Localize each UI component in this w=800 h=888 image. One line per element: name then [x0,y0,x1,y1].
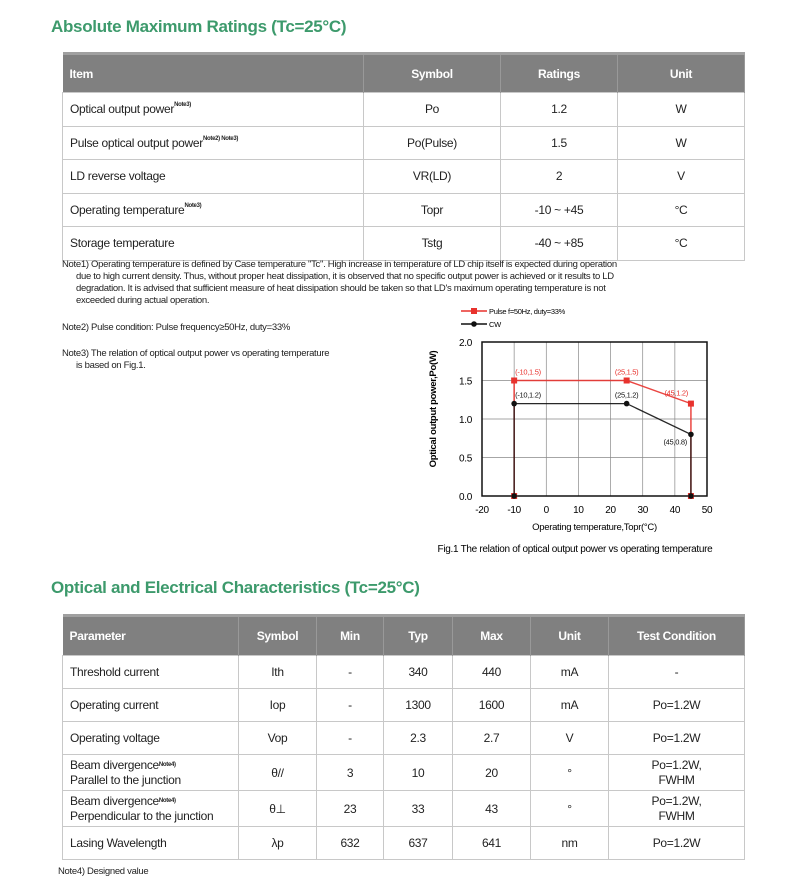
header-symbol: Symbol [239,616,317,656]
sym-cell: λp [239,827,317,860]
x-tick-label: 40 [669,505,681,516]
max-cell: 440 [453,656,531,689]
table-row [63,755,745,791]
data-point-cw [688,432,694,438]
header-unit: Unit [618,54,745,93]
x-tick-label: 20 [605,505,616,516]
item-label: Operating temperature [70,202,185,217]
data-label: (25,1.2) [614,390,639,400]
note-1-line: exceeded during actual operation. [76,295,210,306]
data-point-cw [688,493,694,499]
data-point-cw [511,493,517,499]
note-ref: Note4) [158,797,176,804]
sym-cell: Ith [239,656,317,689]
y-tick-label: 0.5 [458,453,472,465]
section-title-absolute-max: Absolute Maximum Ratings (Tc=25°C) [51,17,347,36]
header-typ: Typ [384,616,453,656]
condition-line: Po=1.2W [652,730,701,745]
header-min: Min [317,616,384,656]
header-max: Max [453,616,531,656]
min-cell: 632 [317,827,384,860]
data-label: (45,1.2) [664,388,688,398]
parameter-label: Lasing Wavelength [70,835,167,850]
table-row [63,827,745,860]
data-label: (25,1.5) [614,367,639,377]
unit-cell: W [618,93,745,127]
optical-electrical-table [62,614,745,860]
item-label: Storage temperature [70,236,175,251]
condition-line: Po=1.2W, [651,757,702,772]
x-tick-label: -10 [507,505,521,516]
note-3-line: Note3) The relation of optical output power vs operating temperature [62,348,330,359]
symbol-cell: Po [364,93,501,127]
legend-marker-cw [471,321,477,327]
note-1-line: degradation. It is advised that sufficient measure of heat dissipation should be taken so that LD's maximum operating temperature is not [76,283,606,294]
note-4: Note4) Designed value [58,866,149,877]
sym-cell: θ// [239,755,317,791]
typ-cell: 1300 [384,689,453,722]
typ-cell: 10 [384,755,453,791]
rating-cell: 2 [501,160,618,194]
condition-line: Po=1.2W [652,835,701,850]
max-cell: 641 [453,827,531,860]
table-row [63,791,745,827]
condition-cell [609,689,745,722]
y-tick-label: 1.5 [458,376,472,388]
max-cell: 20 [453,755,531,791]
data-label: (45,0.8) [663,437,687,447]
table-row [63,656,745,689]
parameter-label: Operating voltage [70,730,160,745]
parameter-cell [63,755,239,791]
parameter-cell [63,689,239,722]
note-3-line: is based on Fig.1. [76,360,146,371]
rating-cell: 1.2 [501,93,618,127]
legend-label: CW [489,320,501,329]
condition-cell [609,791,745,827]
min-cell: - [317,656,384,689]
note-ref: Note3) [184,202,202,209]
parameter-label: Operating current [70,697,159,712]
symbol-cell: Tstg [364,227,501,261]
note-1-line: due to high current density. Thus, without proper heat dissipation, it is observed that no specific output power is achieved or it results to LD [76,271,614,282]
header-ratings: Ratings [501,54,618,93]
unit-cell: V [618,160,745,194]
table-row [63,689,745,722]
condition-cell [609,755,745,791]
symbol-cell: Topr [364,193,501,227]
typ-cell: 33 [384,791,453,827]
x-tick-label: 30 [637,505,648,516]
rating-cell: -40 ~ +85 [501,227,618,261]
condition-line: FWHM [658,808,695,823]
max-cell: 2.7 [453,722,531,755]
unit-cell: °C [618,193,745,227]
sym-cell: Iop [239,689,317,722]
figure-caption: Fig.1 The relation of optical output power vs operating temperature [437,544,713,555]
parameter-sublabel: Parallel to the junction [70,772,181,787]
data-label: (-10,1.2) [515,390,541,400]
header-symbol: Symbol [364,54,501,93]
rating-cell: 1.5 [501,126,618,160]
symbol-cell: Po(Pulse) [364,126,501,160]
table-header [63,616,745,656]
parameter-cell [63,656,239,689]
min-cell: - [317,722,384,755]
unit-cell: nm [531,827,609,860]
typ-cell: 637 [384,827,453,860]
note-ref: Note2) Note3) [202,135,239,142]
data-point-pulse [688,401,694,407]
x-tick-label: -20 [475,505,489,516]
parameter-label: Threshold current [70,664,159,679]
series-line-1 [514,404,691,496]
condition-cell [609,656,745,689]
max-cell: 43 [453,791,531,827]
note-1-line: Note1) Operating temperature is defined by Case temperature "Tc". High increase in temperature of LD chip itself is expected during operation [62,259,617,270]
note-ref: Note3) [174,102,191,109]
section-title-optical-electrical: Optical and Electrical Characteristics (Tc=25°C) [51,578,420,597]
x-tick-label: 10 [573,505,584,516]
item-label: Optical output power [70,102,175,117]
note-ref: Note4) [158,761,176,768]
symbol-cell: VR(LD) [364,160,501,194]
parameter-cell [63,827,239,860]
min-cell: 3 [317,755,384,791]
unit-cell: mA [531,689,609,722]
x-tick-label: 0 [543,505,549,516]
y-tick-label: 2.0 [458,338,472,349]
item-label: LD reverse voltage [70,169,166,184]
parameter-sublabel: Perpendicular to the junction [70,808,214,823]
unit-cell: mA [531,656,609,689]
sym-cell: θ⊥ [239,791,317,827]
y-tick-label: 1.0 [458,415,472,426]
unit-cell: °C [618,227,745,261]
condition-line: Po=1.2W [652,697,701,712]
max-cell: 1600 [453,689,531,722]
typ-cell: 340 [384,656,453,689]
rating-cell: -10 ~ +45 [501,193,618,227]
unit-cell: ° [531,755,609,791]
x-tick-label: 50 [701,505,713,516]
y-tick-label: 0.0 [458,492,472,503]
unit-cell: W [618,126,745,160]
table-row [63,722,745,755]
typ-cell: 2.3 [384,722,453,755]
min-cell: 23 [317,791,384,827]
note-2: Note2) Pulse condition: Pulse frequency≥50Hz, duty=33% [62,322,290,333]
item-label: Pulse optical output power [70,135,203,150]
data-label: (-10,1.5) [515,367,541,377]
parameter-label: Beam divergence [70,757,159,772]
condition-cell [609,722,745,755]
parameter-cell [63,722,239,755]
data-point-cw [511,401,517,407]
header-test-condition: Test Condition [609,616,745,656]
condition-line: - [674,664,679,679]
data-point-pulse [624,378,630,384]
sym-cell: Vop [239,722,317,755]
header-unit: Unit [531,616,609,656]
unit-cell: ° [531,791,609,827]
y-axis-label: Optical output power,Po(W) [428,350,439,468]
condition-line: Po=1.2W, [651,793,702,808]
parameter-cell [63,791,239,827]
data-point-cw [624,401,630,407]
condition-cell [609,827,745,860]
legend-marker-pulse [471,308,477,314]
x-axis-label: Operating temperature,Topr(°C) [532,522,657,533]
parameter-label: Beam divergence [70,793,159,808]
data-point-pulse [511,378,517,384]
legend-label: Pulse f=50Hz, duty=33% [489,307,565,316]
header-parameter: Parameter [63,616,239,656]
condition-line: FWHM [658,772,695,787]
unit-cell: V [531,722,609,755]
header-item: Item [63,54,364,93]
min-cell: - [317,689,384,722]
